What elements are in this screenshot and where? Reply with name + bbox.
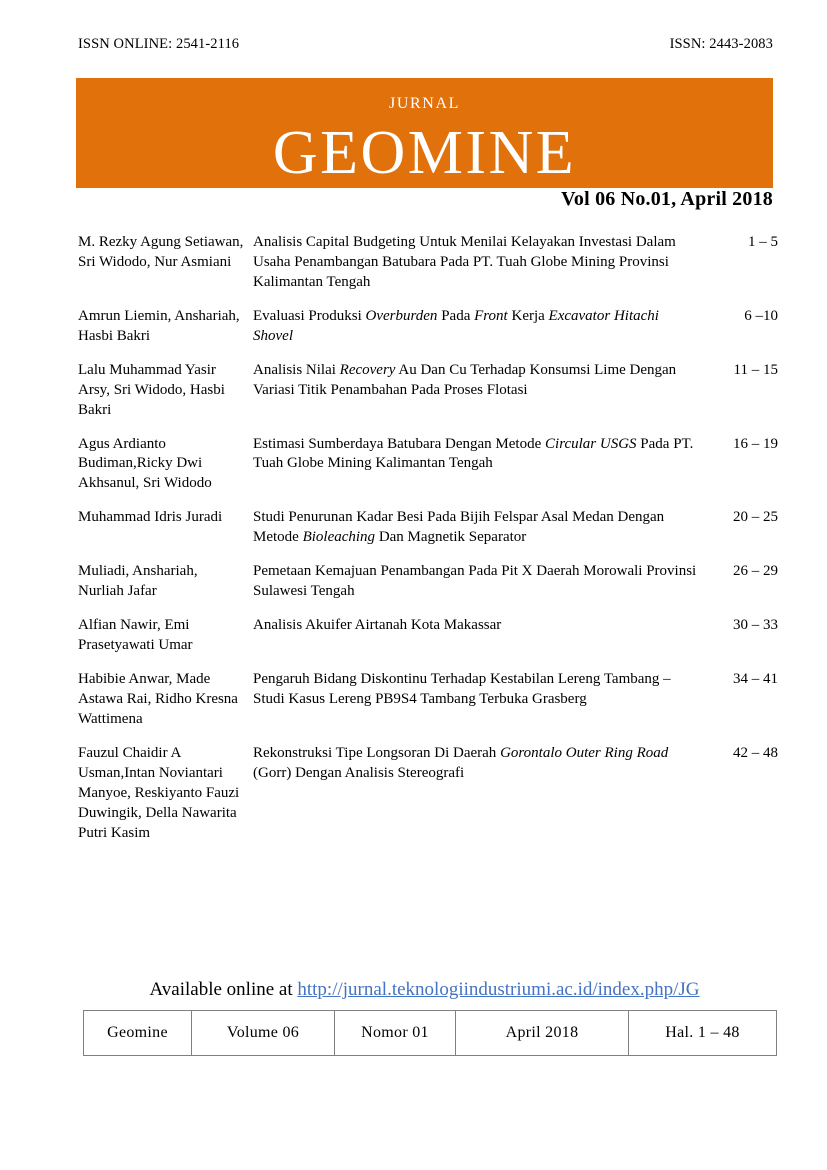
toc-entry-pages: 34 – 41 — [733, 670, 778, 687]
footer-info-table — [83, 1010, 777, 1056]
toc-entry-authors: Alfian Nawir, Emi Prasetyawati Umar — [78, 617, 193, 653]
toc-entry-authors: Lalu Muhammad Yasir Arsy, Sri Widodo, Hasbi Bakri — [78, 361, 225, 418]
table-of-contents — [78, 233, 778, 857]
footer-table-row — [84, 1011, 777, 1056]
footer-cell-number: Nomor 01 — [335, 1011, 456, 1056]
toc-entry[interactable] — [78, 233, 778, 293]
toc-entry[interactable] — [78, 744, 778, 844]
issn-online: ISSN ONLINE: 2541-2116 — [78, 36, 240, 52]
issn-header — [78, 36, 773, 53]
toc-entry[interactable] — [78, 616, 778, 656]
toc-entry-title: Analisis Akuifer Airtanah Kota Makassar — [253, 617, 502, 634]
journal-title: GEOMINE — [272, 119, 577, 187]
footer-cell-pages: Hal. 1 – 48 — [629, 1011, 777, 1056]
toc-entry-title: Rekonstruksi Tipe Longsoran Di Daerah Gorontalo Outer Ring Road (Gorr) Dengan Analisis Stereografi — [253, 744, 669, 781]
toc-entry-authors: Muliadi, Anshariah, Nurliah Jafar — [78, 563, 198, 600]
toc-entry-authors: Agus Ardianto Budiman,Ricky Dwi Akhsanul, Sri Widodo — [78, 435, 212, 492]
available-online-label: Available online at — [149, 979, 298, 1000]
toc-entry-title: Pengaruh Bidang Diskontinu Terhadap Kestabilan Lereng Tambang – Studi Kasus Lereng PB9S4 Tambang Terbuka Grasberg — [253, 670, 671, 707]
footer-cell-date: April 2018 — [456, 1011, 629, 1056]
toc-entry-pages: 6 –10 — [744, 307, 778, 324]
toc-entry-pages: 30 – 33 — [733, 617, 778, 634]
available-online-line — [76, 979, 773, 1001]
volume-issue-line: Vol 06 No.01, April 2018 — [561, 188, 773, 210]
toc-entry-authors: Muhammad Idris Juradi — [78, 509, 223, 526]
toc-entry[interactable] — [78, 670, 778, 730]
toc-entry-pages: 11 – 15 — [733, 361, 778, 378]
toc-entry-title: Pemetaan Kemajuan Penambangan Pada Pit X Daerah Morowali Provinsi Sulawesi Tengah — [253, 563, 697, 600]
toc-entry[interactable] — [78, 562, 778, 602]
issn-print: ISSN: 2443-2083 — [669, 36, 773, 52]
toc-entry-title: Analisis Capital Budgeting Untuk Menilai Kelayakan Investasi Dalam Usaha Penambangan Batubara Pada PT. Tuah Globe Mining Provinsi Kalimantan Tengah — [253, 234, 676, 290]
toc-entry[interactable] — [78, 508, 778, 548]
toc-entry-title: Evaluasi Produksi Overburden Pada Front Kerja Excavator Hitachi Shovel — [253, 307, 659, 344]
toc-entry-authors: Amrun Liemin, Anshariah, Hasbi Bakri — [78, 307, 240, 344]
masthead-subtitle: JURNAL — [389, 95, 460, 112]
toc-entry-authors: Fauzul Chaidir A Usman,Intan Noviantari Manyoe, Reskiyanto Fauzi Duwingik, Della Nawarita Putri Kasim — [78, 744, 240, 841]
journal-url-link[interactable]: http://jurnal.teknologiindustriumi.ac.id/index.php/JG — [297, 979, 700, 1000]
toc-entry[interactable] — [78, 307, 778, 347]
toc-entry[interactable] — [78, 435, 778, 495]
footer-cell-journal: Geomine — [84, 1011, 192, 1056]
toc-entry-pages: 20 – 25 — [733, 509, 778, 526]
toc-entry-authors: Habibie Anwar, Made Astawa Rai, Ridho Kresna Wattimena — [78, 670, 238, 727]
journal-masthead-banner — [76, 78, 773, 188]
toc-entry-pages: 16 – 19 — [733, 435, 778, 452]
footer-cell-volume: Volume 06 — [192, 1011, 335, 1056]
toc-entry-pages: 42 – 48 — [733, 744, 778, 761]
toc-entry-authors: M. Rezky Agung Setiawan, Sri Widodo, Nur Asmiani — [78, 234, 244, 270]
toc-entry-pages: 26 – 29 — [733, 563, 778, 580]
toc-entry-title: Estimasi Sumberdaya Batubara Dengan Metode Circular USGS Pada PT. Tuah Globe Mining Kalimantan Tengah — [253, 435, 694, 472]
toc-entry-title: Studi Penurunan Kadar Besi Pada Bijih Felspar Asal Medan Dengan Metode Bioleaching Dan Magnetik Separator — [253, 509, 665, 546]
toc-entry-title: Analisis Nilai Recovery Au Dan Cu Terhadap Konsumsi Lime Dengan Variasi Titik Penambahan Pada Proses Flotasi — [253, 361, 677, 398]
toc-entry[interactable] — [78, 361, 778, 421]
toc-entry-pages: 1 – 5 — [748, 234, 778, 250]
